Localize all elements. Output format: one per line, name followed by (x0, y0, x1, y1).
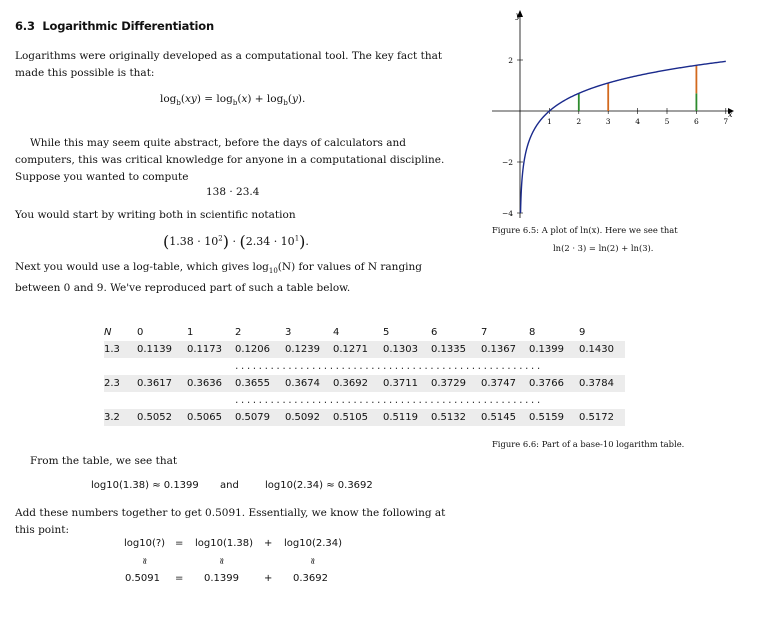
table-header-row-cell: 6 (431, 327, 438, 338)
product-expression: 138 · 23.4 (206, 186, 260, 198)
table-row-cell: 0.3636 (187, 375, 235, 392)
figure-6-6-caption (492, 436, 684, 452)
table-row-cell: 0.5105 (333, 409, 383, 426)
table-row-cell: 0.1271 (333, 341, 383, 358)
y-tick-label: −2 (501, 158, 513, 167)
table-header-row-cell: 4 (333, 327, 340, 338)
paragraph-logtable-sub: 10 (268, 267, 278, 276)
paragraph-add: Add these numbers together to get 0.5091. Essentially, we know the following at this point: (15, 507, 446, 536)
x-tick-label: 1 (547, 117, 552, 126)
table-row-cell: 0.1399 (529, 341, 579, 358)
table-row-cell: 0.3674 (285, 375, 333, 392)
figure-6-5-caption (492, 222, 692, 238)
y-axis-label: y (515, 11, 521, 20)
table-row-cell: 0.3711 (383, 375, 431, 392)
eq-r3-c5: 0.3692 (293, 573, 328, 584)
eq-approx-2: ≈ (215, 557, 226, 565)
ln-curve (521, 61, 729, 213)
lookup-and: and (220, 480, 239, 491)
eq-r1-c4: + (264, 538, 273, 549)
paragraph-scientific: You would start by writing both in scientific notation (15, 209, 296, 221)
eq-r1-c2: = (175, 538, 184, 549)
table-row-cell: 0.5145 (481, 409, 529, 426)
table-row-cell: 0.5159 (529, 409, 579, 426)
table-row-cell: 0.1430 (579, 341, 625, 358)
table-row-cell: 1.3 (104, 341, 137, 358)
table-header-row (104, 324, 625, 341)
x-tick-label: 3 (605, 117, 611, 126)
table-row-cell: 3.2 (104, 409, 137, 426)
table-header-row-cell: 9 (579, 327, 586, 338)
x-axis-label: x (728, 110, 733, 119)
table-row-cell: 0.3729 (431, 375, 481, 392)
eq-r3-c3: 0.1399 (204, 573, 239, 584)
figure-6-6-label: Figure 6.6: (492, 439, 540, 449)
paragraph-history: While this may seem quite abstract, before the days of calculators and computers, this was critical knowledge for anyone in a computational discipline. Suppose you wanted to compute (15, 137, 445, 183)
figure-6-5-formula: ln(2 · 3) = ln(2) + ln(3). (553, 243, 654, 253)
table-row-cell: 0.5079 (235, 409, 285, 426)
table-row-cell: 0.1239 (285, 341, 333, 358)
paragraph-logtable-a: Next you would use a log-table, which gives log (15, 261, 269, 273)
table-row (104, 409, 625, 426)
table-ellipsis-row (104, 392, 625, 409)
scientific-notation: $(1.38 \cdot 10^2) \cdot (2.34 \cdot 10^1)$. (163, 232, 309, 251)
lookup-left: log10(1.38) ≈ 0.1399 (91, 480, 199, 491)
x-tick-label: 2 (576, 117, 582, 126)
lookup-line (0, 480, 774, 496)
eq-approx-1: ≈ (138, 557, 149, 565)
paragraph-logtable (15, 259, 455, 297)
table-row-cell: 0.5092 (285, 409, 333, 426)
table-row (104, 341, 625, 358)
table-row-cell: 0.5052 (137, 409, 187, 426)
table-header-row-cell: N (104, 327, 112, 338)
eq-r3-c2: = (175, 573, 184, 584)
y-tick-label: −4 (501, 209, 513, 218)
table-row-cell: 0.1139 (137, 341, 187, 358)
x-tick-label: 6 (694, 117, 699, 126)
x-tick-label: 7 (723, 117, 729, 126)
table-row-cell: 0.5119 (383, 409, 431, 426)
eq-r1-c3: log10(1.38) (195, 538, 254, 549)
paragraph-fromtable: From the table, we see that (30, 455, 178, 467)
table-row-cell: 0.3747 (481, 375, 529, 392)
table-ellipsis: .................................................... (234, 395, 542, 406)
table-ellipsis-row (104, 358, 625, 375)
table-row-cell: 0.5132 (431, 409, 481, 426)
table-row-cell: 0.5065 (187, 409, 235, 426)
table-header-row-cell: 3 (285, 327, 292, 338)
table-header-row-cell: 5 (383, 327, 390, 338)
table-header-row-cell: 7 (481, 327, 488, 338)
table-row-cell: 0.1335 (431, 341, 481, 358)
eq-r3-c4: + (264, 573, 273, 584)
table-row-cell: 0.3692 (333, 375, 383, 392)
section-number: 6.3 (15, 19, 35, 33)
table-row-cell: 0.1303 (383, 341, 431, 358)
table-row-cell: 0.1367 (481, 341, 529, 358)
table-row-cell: 0.1206 (235, 341, 285, 358)
section-title (15, 19, 214, 33)
table-row-cell: 0.3617 (137, 375, 187, 392)
table-row-cell: 0.3655 (235, 375, 285, 392)
table-header-row-cell: 8 (529, 327, 536, 338)
table-row-cell: 0.3784 (579, 375, 625, 392)
table-row (104, 375, 625, 392)
table-ellipsis: .................................................... (234, 361, 542, 372)
paragraph-intro: Logarithms were originally developed as a computational tool. The key fact that made this possible is that: (15, 50, 443, 79)
x-tick-label: 4 (635, 117, 640, 126)
eq-approx-3: ≈ (306, 557, 317, 565)
log-table-grid (104, 324, 625, 426)
table-header-row-cell: 2 (235, 327, 242, 338)
eq-r3-c1: 0.5091 (125, 573, 160, 584)
table-header-row-cell: 1 (187, 327, 194, 338)
table-row-cell: 0.1173 (187, 341, 235, 358)
x-tick-label: 5 (664, 117, 670, 126)
figure-6-6-text: Part of a base-10 logarithm table. (541, 439, 685, 449)
ln-plot (488, 6, 738, 221)
table-row-cell: 2.3 (104, 375, 137, 392)
figure-6-5-label: Figure 6.5: (492, 225, 540, 235)
log-identity: $\log_b(xy) = \log_b(x) + \log_b(y)$. (160, 93, 306, 108)
paragraph-logtable-c: (N) for values of N ranging between 0 and 9. We've reproduced part of such a table below. (15, 261, 423, 295)
table-row-cell: 0.5172 (579, 409, 625, 426)
lookup-right: log10(2.34) ≈ 0.3692 (265, 480, 373, 491)
section-title-text: Logarithmic Differentiation (42, 19, 214, 33)
y-tick-label: 2 (508, 56, 513, 65)
equation-grid (0, 538, 774, 594)
log-table (104, 324, 625, 426)
table-header-row-cell: 0 (137, 327, 144, 338)
eq-r1-c1: log10(?) (124, 538, 166, 549)
figure-6-5-text: A plot of ln(x). Here we see that (541, 225, 678, 235)
eq-r1-c5: log10(2.34) (284, 538, 343, 549)
table-row-cell: 0.3766 (529, 375, 579, 392)
